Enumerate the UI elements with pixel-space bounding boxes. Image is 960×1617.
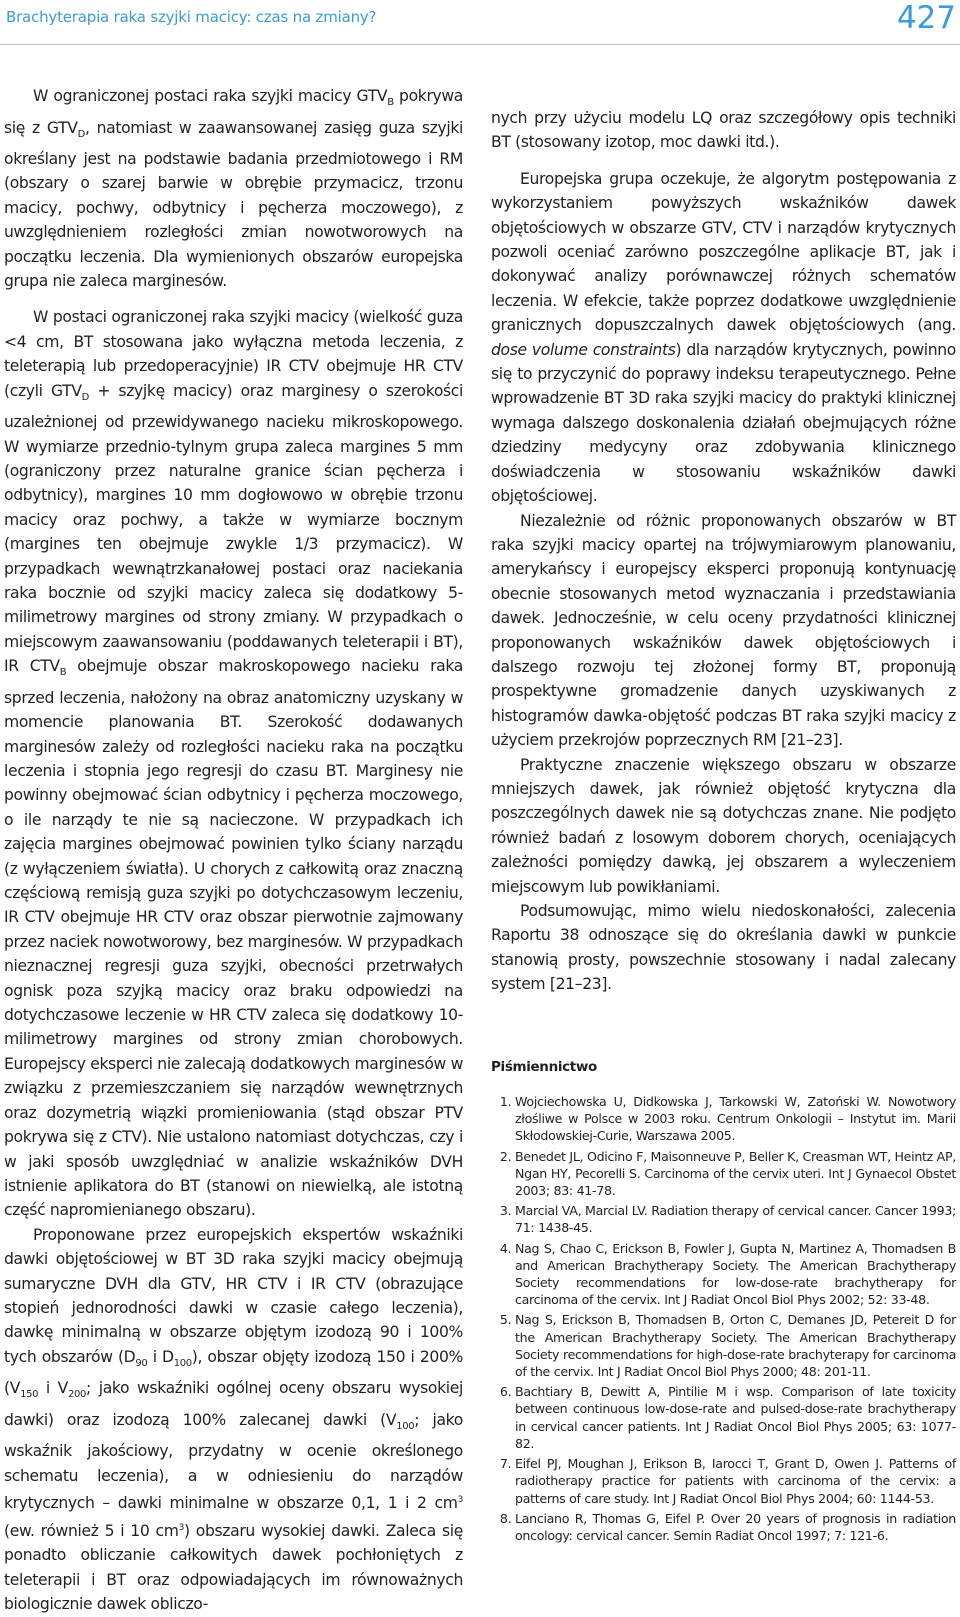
reference-item: 2. Benedet JL, Odicino F, Maisonneuve P, Beller K, Creasman WT, Heintz AP, Ngan HY, Pecorelli S. Carcinoma of the cervix uteri. Int J Gynaecol Obstet 2003; 83: 41-78. <box>515 1148 956 1200</box>
right-paragraph-1: nych przy użyciu modelu LQ oraz szczegółowy opis techniki BT (stosowany izotop, moc dawki itd.). <box>491 109 956 152</box>
running-title: Brachyterapia raka szyjki macicy: czas na zmiany? <box>6 8 377 26</box>
reference-item: 4. Nag S, Chao C, Erickson B, Fowler J, Gupta N, Martinez A, Thomadsen B and American Brachytherapy Society. The American Brachytherapy Society recommendations for low-dose-rate brachytherapy for carcinoma of the cervix. Int J Radiat Oncol Biol Phys 2002; 52: 33-48. <box>515 1240 956 1309</box>
left-paragraph-1: W ograniczonej postaci raka szyjki macicy $GTV_B$ pokrywa się z $GTV_D$, natomiast w zaawansowanej zasięg guza szyjki określany jest na podstawie badania przedmiotowego i RM (obszary o szarej barwie w obrębie przymacicz, trzonu macicy, pochwy, odbytnicy i pęcherza moczowego), z uwzględnieniem rozległości zmian nowotworowych na początku leczenia. Dla wymienionych obszarów europejska grupa nie zaleca marginesów. <box>4 87 463 291</box>
left-paragraph-2: W postaci ograniczonej raka szyjki macicy (wielkość guza <4 cm, BT stosowana jako wyłączna metoda leczenia, z teleterapią lub przedoperacyjnie) IR CTV obejmuje HR CTV (czyli $GTV_D$ + szyjkę macicy) oraz marginesy o szerokości uzależnionej od przewidywanego nacieku mikroskopowego. W wymiarze przednio-tylnym grupa zaleca margines 5 mm (ograniczony przez naturalne granice ścian pęcherza i odbytnicy), margines 10 mm dogłowowo w obrębie trzonu macicy oraz pochwy, a także w wymiarze bocznym (margines ten obejmuje zwykle 1/3 przymacicz). W przypadkach wewnątrzkanałowej postaci oraz naciekania raka bocznie od szyjki macicy zaleca się dodatkowy 5-milimetrowy margines od strony zmiany. W przypadkach o miejscowym zaawansowaniu (poddawanych teleterapii i BT), IR $CTV_B$ obejmuje obszar makroskopowego nacieku raka sprzed leczenia, nałożony na obraz anatomiczny uzyskany w momencie planowania BT. Szerokość dodawanych marginesów zależy od rozległości nacieku raka na początku leczenia i stopnia jego regresji do czasu BT. Marginesy nie powinny obejmować ścian odbytnicy i pęcherza moczowego, o ile narządy te nie są nacieczone. W przypadkach ich zajęcia margines obejmować powinien tylko ściany narządu (z wyłączeniem światła). U chorych z całkowitą oraz znaczną częściową remisją guza szyjki po dotychczasowym leczeniu, IR CTV obejmuje HR CTV oraz obszar pierwotnie zajmowany przez naciek nowotworowy, bez marginesów. W przypadkach nieznacznej regresji guza szyjki, obecności przetrwałych ognisk poza szyjką macicy oraz braku odpowiedzi na dotychczasowe leczenie w HR CTV zaleca się dodatkowy 10-milimetrowy margines od strony zmian chorobowych. Europejscy eksperci nie zalecają dodatkowych marginesów w związku z przemieszczaniem się narządów wewnętrznych oraz dozymetrią wiązki promieniowania (stąd obszar PTV pokrywa się z CTV). Nie ustalono natomiast dotychczas, czy i w jaki sposób uwzględniać w analizie wskaźników DVH istnienie aplikatora do BT (stanowi on niewielką, ale istotną część napromienianego obszaru). <box>4 308 463 1220</box>
reference-item: 5. Nag S, Erickson B, Thomadsen B, Orton C, Demanes JD, Petereit D for the American Brachytherapy Society. The American Brachytherapy Society recommendations for high-dose-rate brachyterapy for carcinoma of the cervix. Int J Radiat Oncol Biol Phys 2000; 48: 201-11. <box>515 1311 956 1380</box>
page-number: 427 <box>896 0 956 36</box>
reference-item: 3. Marcial VA, Marcial LV. Radiation therapy of cervical cancer. Cancer 1993; 71: 1438-45. <box>515 1202 956 1236</box>
right-paragraph-3: Niezależnie od różnic proponowanych obszarów w BT raka szyjki macicy opartej na trójwymiarowym planowaniu, amerykańscy i europejscy eksperci proponują kontynuację obecnie stosowanych metod wyznaczania i przedstawiania dawek. Jednocześnie, w celu oceny przydatności klinicznej proponowanych wskaźników dawek objętościowych i dalszego rozwoju tej złożonej formy BT, proponują prospektywne gromadzenie danych uzyskiwanych z histogramów dawka-objętość podczas BT raka szyjki macicy z użyciem przekrojów poprzecznych RM [21–23]. <box>491 511 956 750</box>
right-paragraph-4: Praktyczne znaczenie większego obszaru w obszarze mniejszych dawek, jak również objętość krytyczna dla poszczególnych dawek nie są dotychczas znane. Nie podjęto również badań z losowym doborem chorych, oceniających zależności pomiędzy dawką, jej obszarem a wyleczeniem miejscowym lub powikłaniami. <box>491 755 956 896</box>
left-column <box>4 84 463 1617</box>
reference-item: 7. Eifel PJ, Moughan J, Erikson B, Iarocci T, Grant D, Owen J. Patterns of radiotherapy practice for patients with carcinoma of the cervix: a patterns of care study. Int J Radiat Oncol Biol Phys 2004; 60: 1144-53. <box>515 1455 956 1507</box>
header-rule <box>0 44 960 45</box>
reference-item: 8. Lanciano R, Thomas G, Eifel P. Over 20 years of prognosis in radiation oncology: cervical cancer. Semin Radiat Oncol 1997; 7: 121-6. <box>515 1510 956 1544</box>
references-heading: Piśmiennictwo <box>491 1058 597 1075</box>
reference-item: 1. Wojciechowska U, Didkowska J, Tarkowski W, Zatoński W. Nowotwory złośliwe w Polsce w 2003 roku. Centrum Onkologii – Instytut im. Marii Skłodowskiej-Curie, Warszawa 2005. <box>515 1093 956 1145</box>
left-paragraph-3: Proponowane przez europejskich ekspertów wskaźniki dawki objętościowej w BT 3D raka szyjki macicy obejmują sumaryczne DVH dla GTV, HR CTV i IR CTV (obrazujące stopień jednorodności dawki w czasie całego leczenia), dawkę minimalną w obszarze objętym izodozą 90 i 100% tych obszarów ($D_{90}$ i $D_{100}$), obszar objęty izodozą 150 i 200% ($V_{150}$ i $V_{200}$; jako wskaźniki ogólnej oceny obszaru wysokiej dawki) oraz izodozą 100% zalecanej dawki ($V_{100}$; jako wskaźnik jakościowy, przydatny w ocenie określonego schematu leczenia), a w odniesieniu do narządów krytycznych – dawki minimalne w obszarze 0,1, 1 i 2 $cm^3$ (ew. również 5 i 10 $cm^3$) obszaru wysokiej dawki. Zaleca się ponadto obliczanie całkowitych dawek pochłoniętych z teleterapii i BT oraz odpowiadających im równoważnych biologicznie dawek obliczo- <box>4 1225 464 1614</box>
right-paragraph-5: Podsumowując, mimo wielu niedoskonałości, zalecenia Raportu 38 odnoszące się do określania dawki w punkcie stanowią prosty, powszechnie stosowany i nadal zalecany system [21–23]. <box>491 902 956 994</box>
right-paragraph-2: Europejska grupa oczekuje, że algorytm postępowania z wykorzystaniem powyższych wskaźników dawek objętościowych w obszarze GTV, CTV i narządów krytycznych pozwoli oceniać zarówno poszczególne aplikacje BT, jak i dokonywać analizy porównawczej różnych schematów leczenia. W efekcie, także poprzez dodatkowe uwzględnienie granicznych dopuszczalnych dawek objętościowych (ang. dose volume constraints) dla narządów krytycznych, powinno się to przyczynić do poprawy indeksu terapeutycznego. Pełne wprowadzenie BT 3D raka szyjki macicy do praktyki klinicznej wymaga dalszego doskonalenia działań obejmujących różne dziedziny medycyny oraz zdobywania klinicznego doświadczenia w stosowaniu wskaźników dawki objętościowej. <box>491 169 956 506</box>
right-column <box>491 106 956 1547</box>
reference-list <box>491 1093 956 1544</box>
reference-item: 6. Bachtiary B, Dewitt A, Pintilie M i wsp. Comparison of late toxicity between continuous low-dose-rate and pulsed-dose-rate brachytherapy in cervical cancer patients. Int J Radiat Oncol Biol Phys 2005; 63: 1077-82. <box>515 1383 956 1452</box>
